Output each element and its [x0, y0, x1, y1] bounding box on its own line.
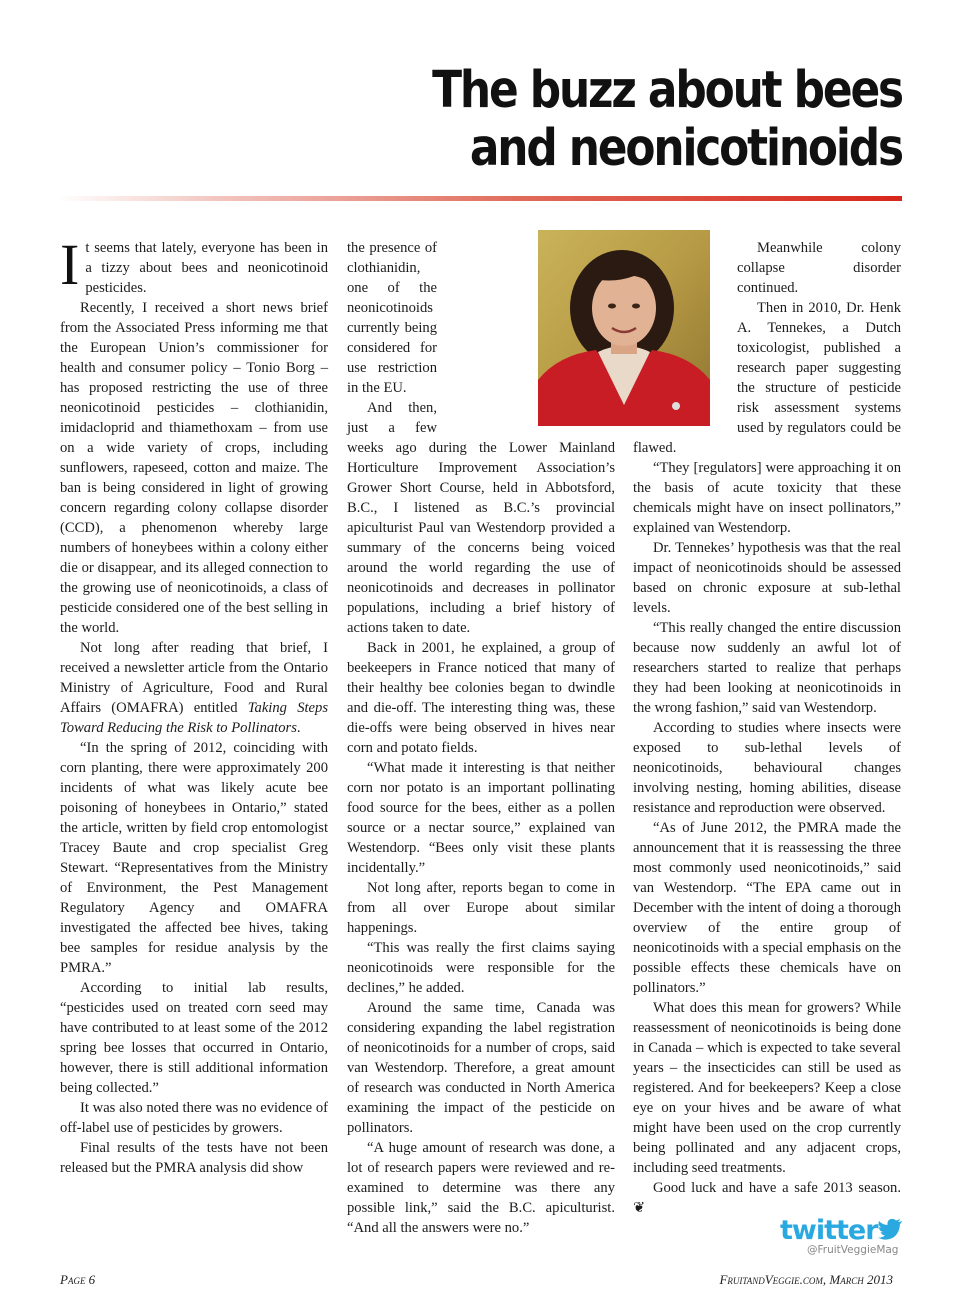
article-column-1	[60, 232, 328, 1178]
paragraph: According to initial lab results, “pesticides used on treated corn seed may have contributed to at least some of the 2012 spring bee losses that occurred in Ontario, however, there is still additional information being collected.”	[60, 980, 328, 1096]
paragraph: the presence of clothianidin, one of the neonicotinoids currently being considered for use restriction in the EU.	[347, 240, 437, 396]
paragraph: It seems that lately, everyone has been in a tizzy about bees and neonicotinoid pesticides.	[60, 232, 328, 297]
author-portrait	[538, 230, 710, 426]
paragraph: And then, just a few weeks ago during the Lower Mainland Horticulture Improvement Association’s Grower Short Course, held in Abbotsford, B.C., I listened as B.C.’s provincial apiculturist Paul van Westendorp provided a summary of the concerns being voiced around the world regarding the use of neonicotinoids and decreases in pollinator populations, including a brief history of actions taken to date.	[347, 400, 615, 636]
paragraph: It was also noted there was no evidence of off-label use of pesticides by growers.	[60, 1100, 328, 1136]
paragraph: Back in 2001, he explained, a group of beekeepers in France noticed that many of their healthy bee colonies began to dwindle and die-off. The interesting thing was, these die-offs were being observed in hives near corn and potato fields.	[347, 640, 615, 756]
paragraph: “This was really the first claims saying neonicotinoids were responsible for the declines,” he added.	[347, 940, 615, 996]
headline-line-2: and neonicotinoids	[469, 119, 902, 178]
paragraph: “What made it interesting is that neither corn nor potato is an important pollinating food source for the bees, either as a pollen source or a nectar source,” explained van Westendorp. “Bees only visit these plants incidentally.”	[347, 760, 615, 876]
page-number: Page 6	[60, 1272, 96, 1287]
paragraph: What does this mean for growers? While reassessment of neonicotinoids is being done in Canada – which is expected to take several years – the insecticides can still be used as registered. And for beekeepers? Keep a close eye on your hives and be aware of what might have been used on the crop currently being pollinated and any adjacent crops, including seed treatments.	[633, 1000, 901, 1176]
publication-title: Taking Steps Toward Reducing the Risk to Pollinators	[60, 700, 328, 736]
headline-line-1: The buzz about bees	[432, 61, 902, 120]
twitter-badge[interactable]	[780, 1216, 905, 1262]
paragraph: Meanwhile colony collapse disorder continued.	[737, 240, 901, 296]
twitter-handle[interactable]: @FruitVeggieMag	[807, 1244, 899, 1256]
paragraph: “A huge amount of research was done, a lot of research papers were reviewed and re-examined to determine was there any possible link,” said the B.C. apiculturist. “And all the answers were no.”	[347, 1140, 615, 1236]
accent-rule	[57, 196, 902, 201]
paragraph: “This really changed the entire discussion because now suddenly an awful lot of researchers started to realize that perhaps they had been looking at neonicotinoids in the wrong fashion,” said van Westendorp.	[633, 620, 901, 716]
paragraph: “They [regulators] were approaching it on the basis of acute toxicity that these chemicals might have on insect pollinators,” explained van Westendorp.	[633, 460, 901, 536]
paragraph: Good luck and have a safe 2013 season. ❦	[633, 1180, 901, 1216]
paragraph: Then in 2010, Dr. Henk A. Tennekes, a Dutch toxicologist, published a research paper suggesting the structure of pesticide risk assessment systems used by regulators could be flawed.	[633, 300, 901, 456]
twitter-bird-icon	[877, 1218, 903, 1240]
paragraph: Final results of the tests have not been released but the PMRA analysis did show	[60, 1140, 328, 1176]
paragraph: Dr. Tennekes’ hypothesis was that the real impact of neonicotinoids should be assessed based on chronic exposure at sub-lethal levels.	[633, 540, 901, 616]
publication-footer: FruitandVeggie.com, March 2013	[719, 1272, 893, 1287]
paragraph: Recently, I received a short news brief from the Associated Press informing me that the European Union’s commissioner for health and consumer policy – Tonio Borg – has proposed restricting the use of three neonicotinoid pesticides – clothianidin, imidacloprid and thiamethoxam – from use on a wide variety of crops, including sunflowers, rapeseed, cotton and maize. The ban is being considered in light of growing concern regarding colony collapse disorder (CCD), a phenomenon whereby large numbers of honeybees within a colony either die or disappear, and its alleged connection to the growing use of neonicotinoids, a class of pesticide considered one of the best selling in the world.	[60, 300, 328, 636]
paragraph: Not long after, reports began to come in from all over Europe about similar happenings.	[347, 880, 615, 936]
paragraph: Around the same time, Canada was considering expanding the label registration of neonicotinoids for a number of crops, said van Westendorp. Therefore, a great amount of research was conducted in North America examining the impact of the pesticide on pollinators.	[347, 1000, 615, 1136]
headline	[386, 62, 902, 178]
drop-cap: I	[60, 232, 80, 297]
paragraph: Not long after reading that brief, I received a newsletter article from the Ontario Ministry of Agriculture, Food and Rural Affairs (OMAFRA) entitled Taking Steps Toward Reducing the Risk to Pollinators.	[60, 640, 328, 736]
twitter-wordmark: twitter	[780, 1215, 878, 1246]
paragraph: “As of June 2012, the PMRA made the announcement that it is reassessing the three most commonly used neonicotinoids,” said van Westendorp. “The EPA came out in December with the intent of doing a thorough overview of the entire group of neonicotinoids with a special emphasis on the possible effects these chemicals have on pollinators.”	[633, 820, 901, 996]
paragraph: According to studies where insects were exposed to sub-lethal levels of neonicotinoids, behavioural changes involving nesting, homing abilities, disease resistance and reproduction were observed.	[633, 720, 901, 816]
paragraph: “In the spring of 2012, coinciding with corn planting, there were approximately 200 incidents of what was likely acute bee poisoning of honeybees in Ontario,” stated the article, written by field crop entomologist Tracey Baute and crop specialist Greg Stewart. “Representatives from the Ministry of Environment, the Pest Management Regulatory Agency and OMAFRA investigated the affected bee hives, taking bee samples for residue analysis by the PMRA.”	[60, 740, 328, 976]
